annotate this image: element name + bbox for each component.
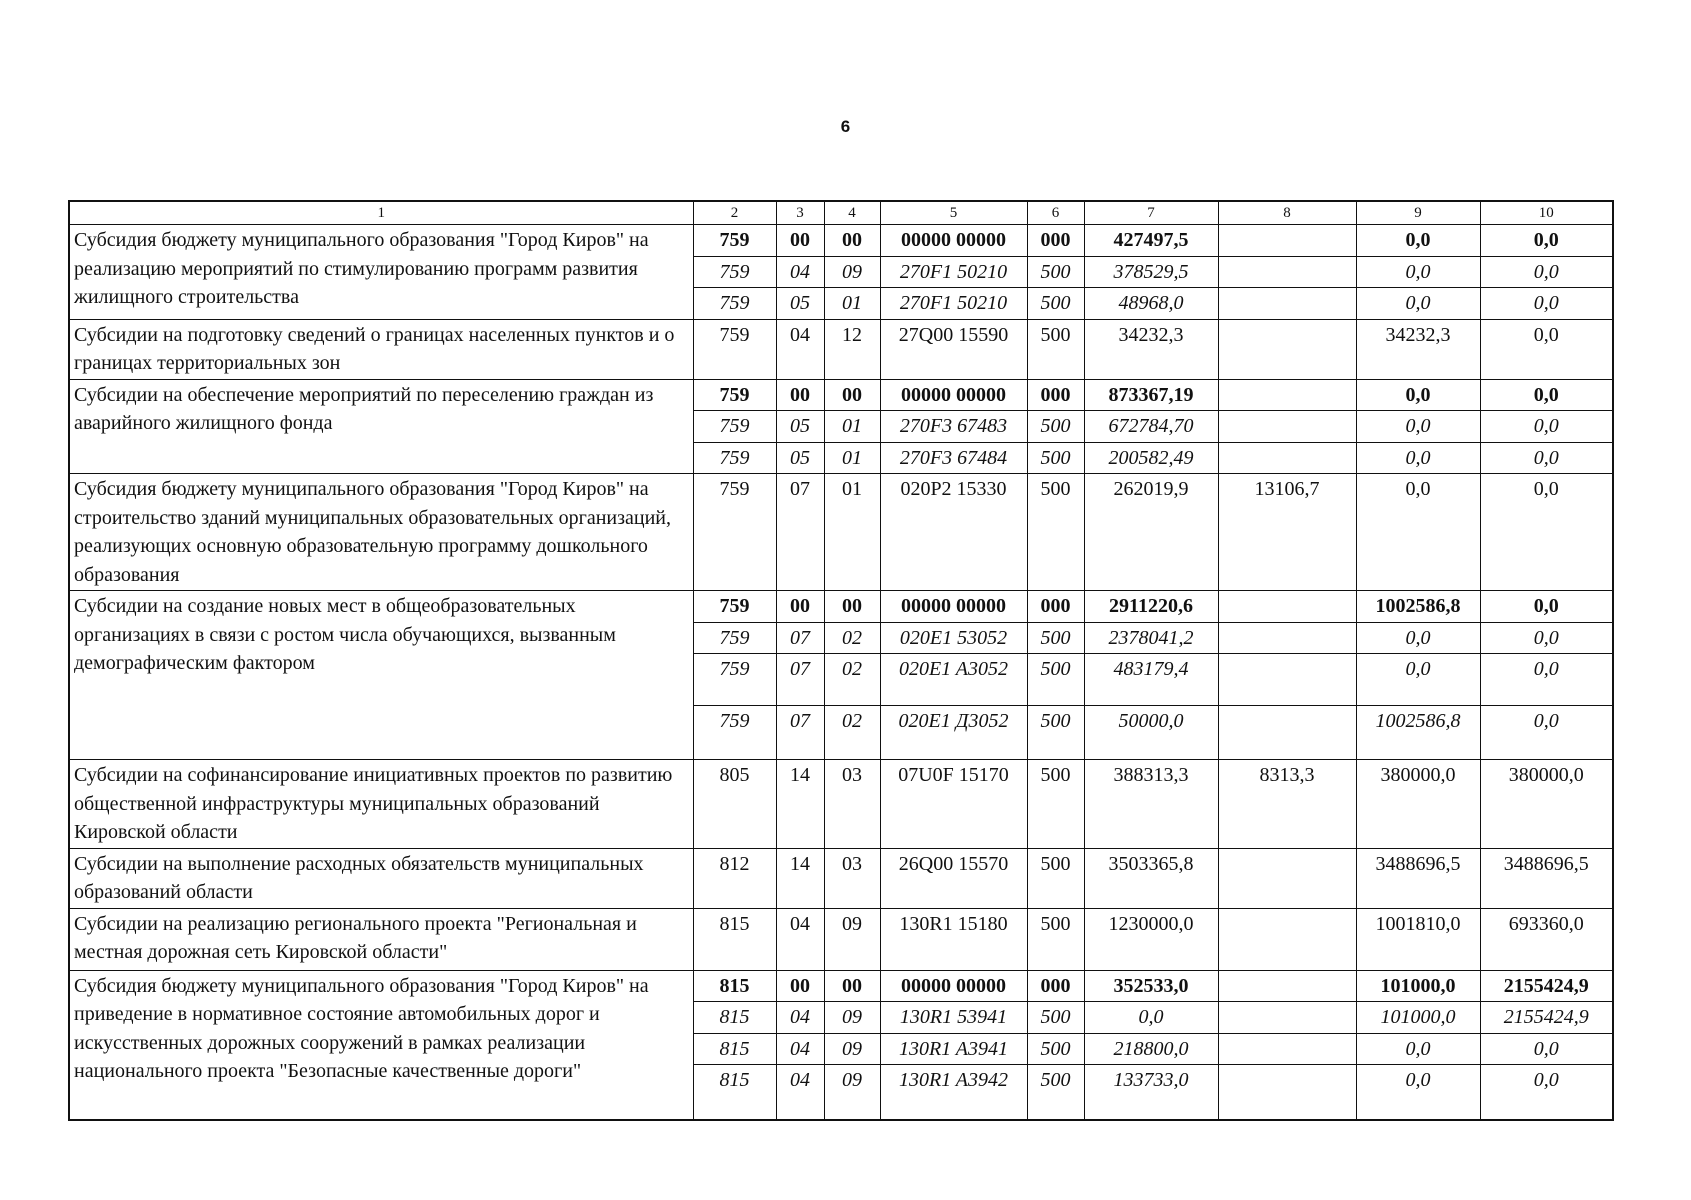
code-subsection-cell: 00: [824, 970, 880, 1002]
code-section-cell: 05: [776, 442, 824, 474]
target-article-cell: 00000 00000: [880, 225, 1027, 257]
table-row: [69, 970, 1613, 1002]
code-admin-cell: 759: [693, 288, 776, 320]
amount-col10-cell: 0,0: [1480, 379, 1613, 411]
amount-col10-cell: 0,0: [1480, 654, 1613, 706]
expense-type-cell: 500: [1027, 1065, 1084, 1120]
code-subsection-cell: 02: [824, 706, 880, 760]
amount-col8-cell: [1218, 379, 1356, 411]
target-article-cell: 270F3 67483: [880, 411, 1027, 443]
column-number-1: 1: [69, 201, 693, 225]
column-number-10: 10: [1480, 201, 1613, 225]
amount-col7-cell: 483179,4: [1084, 654, 1218, 706]
target-article-cell: 020P2 15330: [880, 474, 1027, 591]
target-article-cell: 00000 00000: [880, 970, 1027, 1002]
table-row: [69, 848, 1613, 908]
expense-type-cell: 500: [1027, 256, 1084, 288]
code-subsection-cell: 09: [824, 1065, 880, 1120]
amount-col10-cell: 2155424,9: [1480, 970, 1613, 1002]
code-admin-cell: 815: [693, 1065, 776, 1120]
target-article-cell: 270F3 67484: [880, 442, 1027, 474]
amount-col8-cell: [1218, 654, 1356, 706]
amount-col8-cell: [1218, 1065, 1356, 1120]
expense-type-cell: 500: [1027, 1002, 1084, 1034]
subsidy-description: Субсидии на обеспечение мероприятий по переселению граждан из аварийного жилищного фонда: [69, 379, 693, 474]
amount-col8-cell: [1218, 1033, 1356, 1065]
amount-col8-cell: [1218, 319, 1356, 379]
amount-col8-cell: [1218, 1002, 1356, 1034]
amount-col9-cell: 0,0: [1356, 256, 1480, 288]
amount-col9-cell: 0,0: [1356, 1033, 1480, 1065]
target-article-cell: 130R1 53941: [880, 1002, 1027, 1034]
amount-col9-cell: 101000,0: [1356, 1002, 1480, 1034]
amount-col9-cell: 34232,3: [1356, 319, 1480, 379]
code-admin-cell: 812: [693, 848, 776, 908]
code-section-cell: 00: [776, 970, 824, 1002]
amount-col10-cell: 0,0: [1480, 474, 1613, 591]
expense-type-cell: 500: [1027, 442, 1084, 474]
amount-col7-cell: 378529,5: [1084, 256, 1218, 288]
amount-col7-cell: 262019,9: [1084, 474, 1218, 591]
amount-col10-cell: 0,0: [1480, 1065, 1613, 1120]
target-article-cell: 130R1 15180: [880, 908, 1027, 970]
amount-col10-cell: 3488696,5: [1480, 848, 1613, 908]
subsidy-description: Субсидия бюджету муниципального образования "Город Киров" на приведение в нормативное состояние автомобильных дорог и искусственных дорожных сооружений в рамках реализации национального проекта "Безопасные качественные дороги": [69, 970, 693, 1120]
code-section-cell: 07: [776, 706, 824, 760]
code-subsection-cell: 01: [824, 288, 880, 320]
expense-type-cell: 000: [1027, 379, 1084, 411]
code-subsection-cell: 02: [824, 622, 880, 654]
amount-col9-cell: 0,0: [1356, 654, 1480, 706]
table-row: [69, 760, 1613, 849]
column-number-row: [69, 201, 1613, 225]
amount-col10-cell: 0,0: [1480, 591, 1613, 623]
code-subsection-cell: 09: [824, 1002, 880, 1034]
amount-col8-cell: [1218, 225, 1356, 257]
code-admin-cell: 759: [693, 379, 776, 411]
expense-type-cell: 500: [1027, 622, 1084, 654]
amount-col9-cell: 0,0: [1356, 225, 1480, 257]
page-number: 6: [840, 117, 851, 136]
target-article-cell: 130R1 A3942: [880, 1065, 1027, 1120]
amount-col10-cell: 0,0: [1480, 319, 1613, 379]
code-admin-cell: 759: [693, 591, 776, 623]
amount-col7-cell: 1230000,0: [1084, 908, 1218, 970]
expense-type-cell: 000: [1027, 970, 1084, 1002]
code-admin-cell: 815: [693, 908, 776, 970]
code-subsection-cell: 02: [824, 654, 880, 706]
table-row: [69, 319, 1613, 379]
amount-col9-cell: 0,0: [1356, 379, 1480, 411]
target-article-cell: 020E1 A3052: [880, 654, 1027, 706]
target-article-cell: 130R1 A3941: [880, 1033, 1027, 1065]
table-body: [69, 201, 1613, 1120]
code-section-cell: 04: [776, 1002, 824, 1034]
amount-col9-cell: 1002586,8: [1356, 706, 1480, 760]
code-section-cell: 00: [776, 379, 824, 411]
amount-col8-cell: [1218, 970, 1356, 1002]
code-admin-cell: 759: [693, 442, 776, 474]
amount-col9-cell: 1001810,0: [1356, 908, 1480, 970]
amount-col9-cell: 0,0: [1356, 442, 1480, 474]
code-section-cell: 05: [776, 288, 824, 320]
column-number-6: 6: [1027, 201, 1084, 225]
code-section-cell: 00: [776, 225, 824, 257]
amount-col9-cell: 0,0: [1356, 411, 1480, 443]
amount-col7-cell: 672784,70: [1084, 411, 1218, 443]
amount-col10-cell: 0,0: [1480, 442, 1613, 474]
amount-col10-cell: 0,0: [1480, 256, 1613, 288]
code-section-cell: 04: [776, 319, 824, 379]
code-subsection-cell: 03: [824, 848, 880, 908]
amount-col10-cell: 0,0: [1480, 1033, 1613, 1065]
amount-col10-cell: 2155424,9: [1480, 1002, 1613, 1034]
amount-col10-cell: 0,0: [1480, 706, 1613, 760]
amount-col8-cell: 13106,7: [1218, 474, 1356, 591]
amount-col7-cell: 2911220,6: [1084, 591, 1218, 623]
code-admin-cell: 815: [693, 970, 776, 1002]
code-section-cell: 05: [776, 411, 824, 443]
expense-type-cell: 500: [1027, 706, 1084, 760]
code-subsection-cell: 12: [824, 319, 880, 379]
code-admin-cell: 815: [693, 1002, 776, 1034]
amount-col7-cell: 2378041,2: [1084, 622, 1218, 654]
amount-col7-cell: 3503365,8: [1084, 848, 1218, 908]
target-article-cell: 27Q00 15590: [880, 319, 1027, 379]
code-subsection-cell: 01: [824, 442, 880, 474]
expense-type-cell: 500: [1027, 848, 1084, 908]
code-admin-cell: 759: [693, 474, 776, 591]
column-number-4: 4: [824, 201, 880, 225]
amount-col7-cell: 218800,0: [1084, 1033, 1218, 1065]
amount-col8-cell: 8313,3: [1218, 760, 1356, 849]
table-row: [69, 474, 1613, 591]
target-article-cell: 270F1 50210: [880, 256, 1027, 288]
amount-col9-cell: 0,0: [1356, 288, 1480, 320]
subsidy-description: Субсидии на реализацию регионального проекта "Региональная и местная дорожная сеть Кировской области": [69, 908, 693, 970]
target-article-cell: 270F1 50210: [880, 288, 1027, 320]
amount-col8-cell: [1218, 256, 1356, 288]
amount-col9-cell: 380000,0: [1356, 760, 1480, 849]
code-subsection-cell: 01: [824, 411, 880, 443]
code-section-cell: 04: [776, 1065, 824, 1120]
code-subsection-cell: 09: [824, 1033, 880, 1065]
code-subsection-cell: 00: [824, 591, 880, 623]
amount-col10-cell: 0,0: [1480, 225, 1613, 257]
code-admin-cell: 759: [693, 319, 776, 379]
code-section-cell: 07: [776, 474, 824, 591]
target-article-cell: 00000 00000: [880, 591, 1027, 623]
amount-col8-cell: [1218, 411, 1356, 443]
expense-type-cell: 500: [1027, 474, 1084, 591]
expense-type-cell: 500: [1027, 288, 1084, 320]
subsidy-description: Субсидии на выполнение расходных обязательств муниципальных образований области: [69, 848, 693, 908]
amount-col9-cell: 0,0: [1356, 1065, 1480, 1120]
table-row: [69, 591, 1613, 623]
table-row: [69, 908, 1613, 970]
amount-col7-cell: 388313,3: [1084, 760, 1218, 849]
code-subsection-cell: 00: [824, 379, 880, 411]
budget-subsidies-table: [68, 200, 1614, 1121]
code-subsection-cell: 01: [824, 474, 880, 591]
code-subsection-cell: 09: [824, 908, 880, 970]
amount-col7-cell: 200582,49: [1084, 442, 1218, 474]
amount-col9-cell: 101000,0: [1356, 970, 1480, 1002]
code-subsection-cell: 03: [824, 760, 880, 849]
code-admin-cell: 805: [693, 760, 776, 849]
target-article-cell: 26Q00 15570: [880, 848, 1027, 908]
expense-type-cell: 500: [1027, 319, 1084, 379]
amount-col7-cell: 34232,3: [1084, 319, 1218, 379]
amount-col7-cell: 48968,0: [1084, 288, 1218, 320]
code-admin-cell: 759: [693, 225, 776, 257]
code-section-cell: 07: [776, 654, 824, 706]
amount-col8-cell: [1218, 591, 1356, 623]
amount-col7-cell: 0,0: [1084, 1002, 1218, 1034]
amount-col8-cell: [1218, 288, 1356, 320]
column-number-9: 9: [1356, 201, 1480, 225]
column-number-7: 7: [1084, 201, 1218, 225]
subsidy-description: Субсидии на софинансирование инициативных проектов по развитию общественной инфраструктуры муниципальных образований Кировской области: [69, 760, 693, 849]
expense-type-cell: 500: [1027, 1033, 1084, 1065]
amount-col10-cell: 0,0: [1480, 411, 1613, 443]
amount-col9-cell: 0,0: [1356, 622, 1480, 654]
code-admin-cell: 815: [693, 1033, 776, 1065]
subsidy-description: Субсидия бюджету муниципального образования "Город Киров" на реализацию мероприятий по стимулированию программ развития жилищного строительства: [69, 225, 693, 320]
amount-col8-cell: [1218, 706, 1356, 760]
amount-col9-cell: 3488696,5: [1356, 848, 1480, 908]
column-number-5: 5: [880, 201, 1027, 225]
code-admin-cell: 759: [693, 256, 776, 288]
table-row: [69, 379, 1613, 411]
expense-type-cell: 500: [1027, 654, 1084, 706]
amount-col7-cell: 873367,19: [1084, 379, 1218, 411]
expense-type-cell: 500: [1027, 411, 1084, 443]
code-section-cell: 14: [776, 848, 824, 908]
expense-type-cell: 500: [1027, 760, 1084, 849]
table-row: [69, 225, 1613, 257]
expense-type-cell: 000: [1027, 591, 1084, 623]
amount-col9-cell: 1002586,8: [1356, 591, 1480, 623]
amount-col10-cell: 0,0: [1480, 288, 1613, 320]
code-section-cell: 04: [776, 256, 824, 288]
amount-col7-cell: 133733,0: [1084, 1065, 1218, 1120]
target-article-cell: 020E1 53052: [880, 622, 1027, 654]
code-admin-cell: 759: [693, 622, 776, 654]
column-number-2: 2: [693, 201, 776, 225]
code-admin-cell: 759: [693, 706, 776, 760]
code-subsection-cell: 09: [824, 256, 880, 288]
subsidy-description: Субсидия бюджету муниципального образования "Город Киров" на строительство зданий муниципальных образовательных организаций, реализующих основную образовательную программу дошкольного образования: [69, 474, 693, 591]
amount-col8-cell: [1218, 442, 1356, 474]
code-section-cell: 00: [776, 591, 824, 623]
target-article-cell: 07U0F 15170: [880, 760, 1027, 849]
code-subsection-cell: 00: [824, 225, 880, 257]
column-number-3: 3: [776, 201, 824, 225]
subsidy-description: Субсидии на подготовку сведений о границах населенных пунктов и о границах территориальных зон: [69, 319, 693, 379]
amount-col7-cell: 50000,0: [1084, 706, 1218, 760]
amount-col8-cell: [1218, 908, 1356, 970]
amount-col10-cell: 0,0: [1480, 622, 1613, 654]
amount-col10-cell: 380000,0: [1480, 760, 1613, 849]
expense-type-cell: 000: [1027, 225, 1084, 257]
target-article-cell: 020E1 Д3052: [880, 706, 1027, 760]
amount-col8-cell: [1218, 848, 1356, 908]
amount-col7-cell: 427497,5: [1084, 225, 1218, 257]
amount-col7-cell: 352533,0: [1084, 970, 1218, 1002]
column-number-8: 8: [1218, 201, 1356, 225]
amount-col9-cell: 0,0: [1356, 474, 1480, 591]
amount-col10-cell: 693360,0: [1480, 908, 1613, 970]
code-section-cell: 04: [776, 908, 824, 970]
amount-col8-cell: [1218, 622, 1356, 654]
code-section-cell: 14: [776, 760, 824, 849]
code-section-cell: 07: [776, 622, 824, 654]
code-section-cell: 04: [776, 1033, 824, 1065]
expense-type-cell: 500: [1027, 908, 1084, 970]
code-admin-cell: 759: [693, 411, 776, 443]
code-admin-cell: 759: [693, 654, 776, 706]
target-article-cell: 00000 00000: [880, 379, 1027, 411]
subsidy-description: Субсидии на создание новых мест в общеобразовательных организациях в связи с ростом числа обучающихся, вызванным демографическим фактором: [69, 591, 693, 760]
